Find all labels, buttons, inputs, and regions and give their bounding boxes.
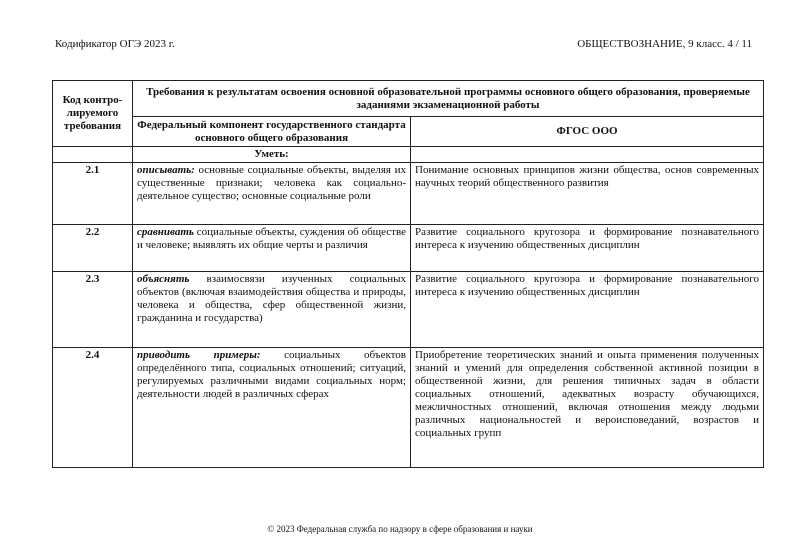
row-fgos: Приобретение теоретических знаний и опыта применения полученных знаний и умений для определения собственной активной позиции в общественной жизни, для решения типичных задач в области социальных отношений, адекватных возрасту обучающихся, межличностных отношений, включая отношения между людьми различных национальностей и вероисповеданий, возрастов и социальных групп xyxy=(411,348,764,468)
section-code-cell xyxy=(53,147,133,163)
section-label: Уметь: xyxy=(133,147,411,163)
row-federal xyxy=(133,225,411,272)
row-federal xyxy=(133,272,411,348)
table-row xyxy=(53,163,764,225)
row-fgos: Развитие социального кругозора и формирование познавательного интереса к изучению общественных дисциплин xyxy=(411,272,764,348)
row-federal-text: социальные объекты, суждения об обществе и человеке; выявлять их общие черты и различия xyxy=(137,226,406,251)
row-fgos: Развитие социального кругозора и формирование познавательного интереса к изучению общественных дисциплин xyxy=(411,225,764,272)
row-code: 2.4 xyxy=(53,348,133,468)
table-row xyxy=(53,225,764,272)
row-code: 2.2 xyxy=(53,225,133,272)
row-verb: описывать: xyxy=(137,164,195,176)
row-federal xyxy=(133,348,411,468)
table-row xyxy=(53,272,764,348)
row-verb: приводить примеры: xyxy=(137,349,261,361)
row-code: 2.3 xyxy=(53,272,133,348)
row-federal xyxy=(133,163,411,225)
table-row xyxy=(53,348,764,468)
col-fgos-header: ФГОС ООО xyxy=(411,117,764,147)
footer-copyright: © 2023 Федеральная служба по надзору в сфере образования и науки xyxy=(267,524,533,534)
header-right: ОБЩЕСТВОЗНАНИЕ, 9 класс. 4 / 11 xyxy=(577,38,752,50)
col-requirements-header: Требования к результатам освоения основной образовательной программы основного общего образования, проверяемые заданиями экзаменационной работы xyxy=(133,81,764,117)
requirements-table xyxy=(52,80,764,468)
row-federal-text: основные социальные объекты, выделяя их существенные признаки; человека как социально-деятельное существо; основные социальные роли xyxy=(137,164,406,202)
row-federal-text: взаимосвязи изученных социальных объектов (включая взаимодействия общества и природы, человека и общества, сфер общественной жизни, гражданина и государства) xyxy=(137,273,406,324)
row-federal-text: социальных объектов определённого типа, социальных отношений; ситуаций, регулируемых различными видами социальных норм; деятельности людей в различных сферах xyxy=(137,349,407,400)
section-empty-cell xyxy=(411,147,764,163)
row-verb: объяснять xyxy=(137,273,190,285)
col-federal-header: Федеральный компонент государственного стандарта основного общего образования xyxy=(133,117,411,147)
row-code: 2.1 xyxy=(53,163,133,225)
header-left: Кодификатор ОГЭ 2023 г. xyxy=(55,38,175,50)
col-code-header: Код контро-лируемого требования xyxy=(53,81,133,147)
row-fgos: Понимание основных принципов жизни общества, основ современных научных теорий общественного развития xyxy=(411,163,764,225)
row-verb: сравнивать xyxy=(137,226,194,238)
